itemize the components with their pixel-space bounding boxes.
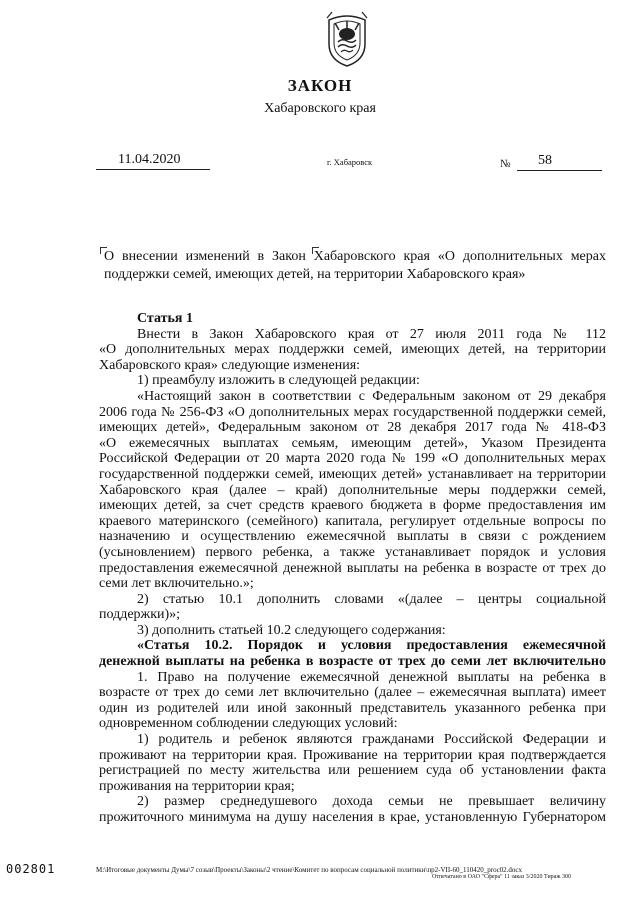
body-line: семи лет включительно.»; (99, 576, 254, 592)
law-body (99, 311, 606, 826)
body-line: «О ежемесячных выплатах семьям, имеющим детей», Указом Президента (99, 435, 606, 451)
document-subtitle: Хабаровского края (264, 101, 376, 116)
body-line: «Настоящий закон в соответствии с Федеральным законом от 29 декабря (137, 388, 606, 404)
body-line: «Статья 10.2. Порядок и условия предоставления ежемесячной (137, 638, 606, 654)
law-date: 11.04.2020 (118, 152, 181, 167)
body-line: 1. Право на получение ежемесячной денежной выплаты на ребенка в (137, 669, 606, 685)
body-line: имеющих детей», Федеральным законом от 28 декабря 2017 года № 418-ФЗ (99, 420, 606, 436)
law-heading: О внесении изменений в Закон Хабаровского края «О дополнительных мерах поддержки семей, имеющих детей, на территории Хабаровского края» (104, 249, 606, 282)
body-line: Хабаровского края» следующие изменения: (99, 357, 361, 373)
law-number: 58 (538, 153, 552, 168)
body-line: регистрацией по месту жительства или решением суда об установлении факта (99, 763, 606, 779)
body-line: проживают на территории края. Проживание на территории края подтверждается (99, 747, 606, 763)
coat-of-arms-icon (324, 10, 370, 68)
body-line: «О дополнительных мерах поддержки семей, имеющих детей, на территории (99, 342, 606, 358)
body-line: 2006 года № 256-ФЗ «О дополнительных мерах государственной поддержки семей, (99, 404, 606, 420)
body-line: (усыновлением) первого ребенка, а также устанавливает порядок и условия (99, 544, 606, 560)
document-title: ЗАКОН (287, 76, 353, 95)
body-line: 2) размер среднедушевого дохода семьи не превышает величину (137, 794, 606, 810)
body-line: Статья 1 (137, 311, 193, 326)
body-line: 1) преамбулу изложить в следующей редакции: (137, 373, 420, 389)
footer-code: 002801 (6, 862, 56, 876)
body-line: имеющих детей, за счет средств краевого бюджета в форме предоставления им (99, 498, 606, 514)
body-line: Хабаровского края (далее – край) дополнительные меры поддержки семей, (99, 482, 606, 498)
body-line: 2) статью 10.1 дополнить словами «(далее – центры социальной (137, 591, 606, 607)
law-city: г. Хабаровск (327, 157, 373, 167)
date-underline (96, 169, 210, 170)
body-line: денежной выплаты на ребенка в возрасте от трех до семи лет включительно (99, 654, 606, 670)
number-sign: № (500, 158, 511, 170)
body-line: проживания на территории края; (99, 778, 295, 794)
body-line: государственной поддержки семей, имеющих детей» устанавливает на территории (99, 466, 606, 482)
body-line: возрасте от трех до семи лет включительно (далее – ежемесячная выплата) имеет (99, 685, 606, 701)
body-line: один из родителей или иной законный представитель указанного ребенка при (99, 700, 606, 716)
footer-file-path: M:\Итоговые документы Думы\7 созыв\Проекты\Законы\2 чтение\Комитет по вопросам социальной политики\пр2-VII-60_110420_proc02.docx (96, 866, 523, 874)
body-line: 1) родитель и ребенок являются гражданами Российской Федерации и (137, 732, 606, 748)
body-line: краевого материнского (семейного) капитала, регулирует отдельные вопросы по (99, 513, 606, 529)
body-line: поддержки)»; (99, 607, 181, 623)
body-line: назначению и осуществлению ежемесячной выплаты в связи с рождением (99, 529, 606, 545)
body-line: одновременном соблюдении следующих условий: (99, 716, 398, 732)
body-line: предоставления ежемесячной денежной выплаты на ребенка в возрасте от трех до (99, 560, 606, 576)
body-line: Внести в Закон Хабаровского края от 27 июля 2011 года № 112 (137, 326, 606, 342)
body-line: 3) дополнить статьей 10.2 следующего содержания: (137, 622, 446, 638)
body-line: Российской Федерации от 20 марта 2020 года № 199 «О дополнительных мерах (99, 451, 606, 467)
body-line: прожиточного минимума на душу населения в крае, установленную Губернатором (99, 810, 606, 825)
footer-print-note: Отпечатано в ОАО "Сфера" 11 заказ 3/2020 Тираж 300 (432, 874, 571, 880)
number-underline (517, 170, 602, 171)
